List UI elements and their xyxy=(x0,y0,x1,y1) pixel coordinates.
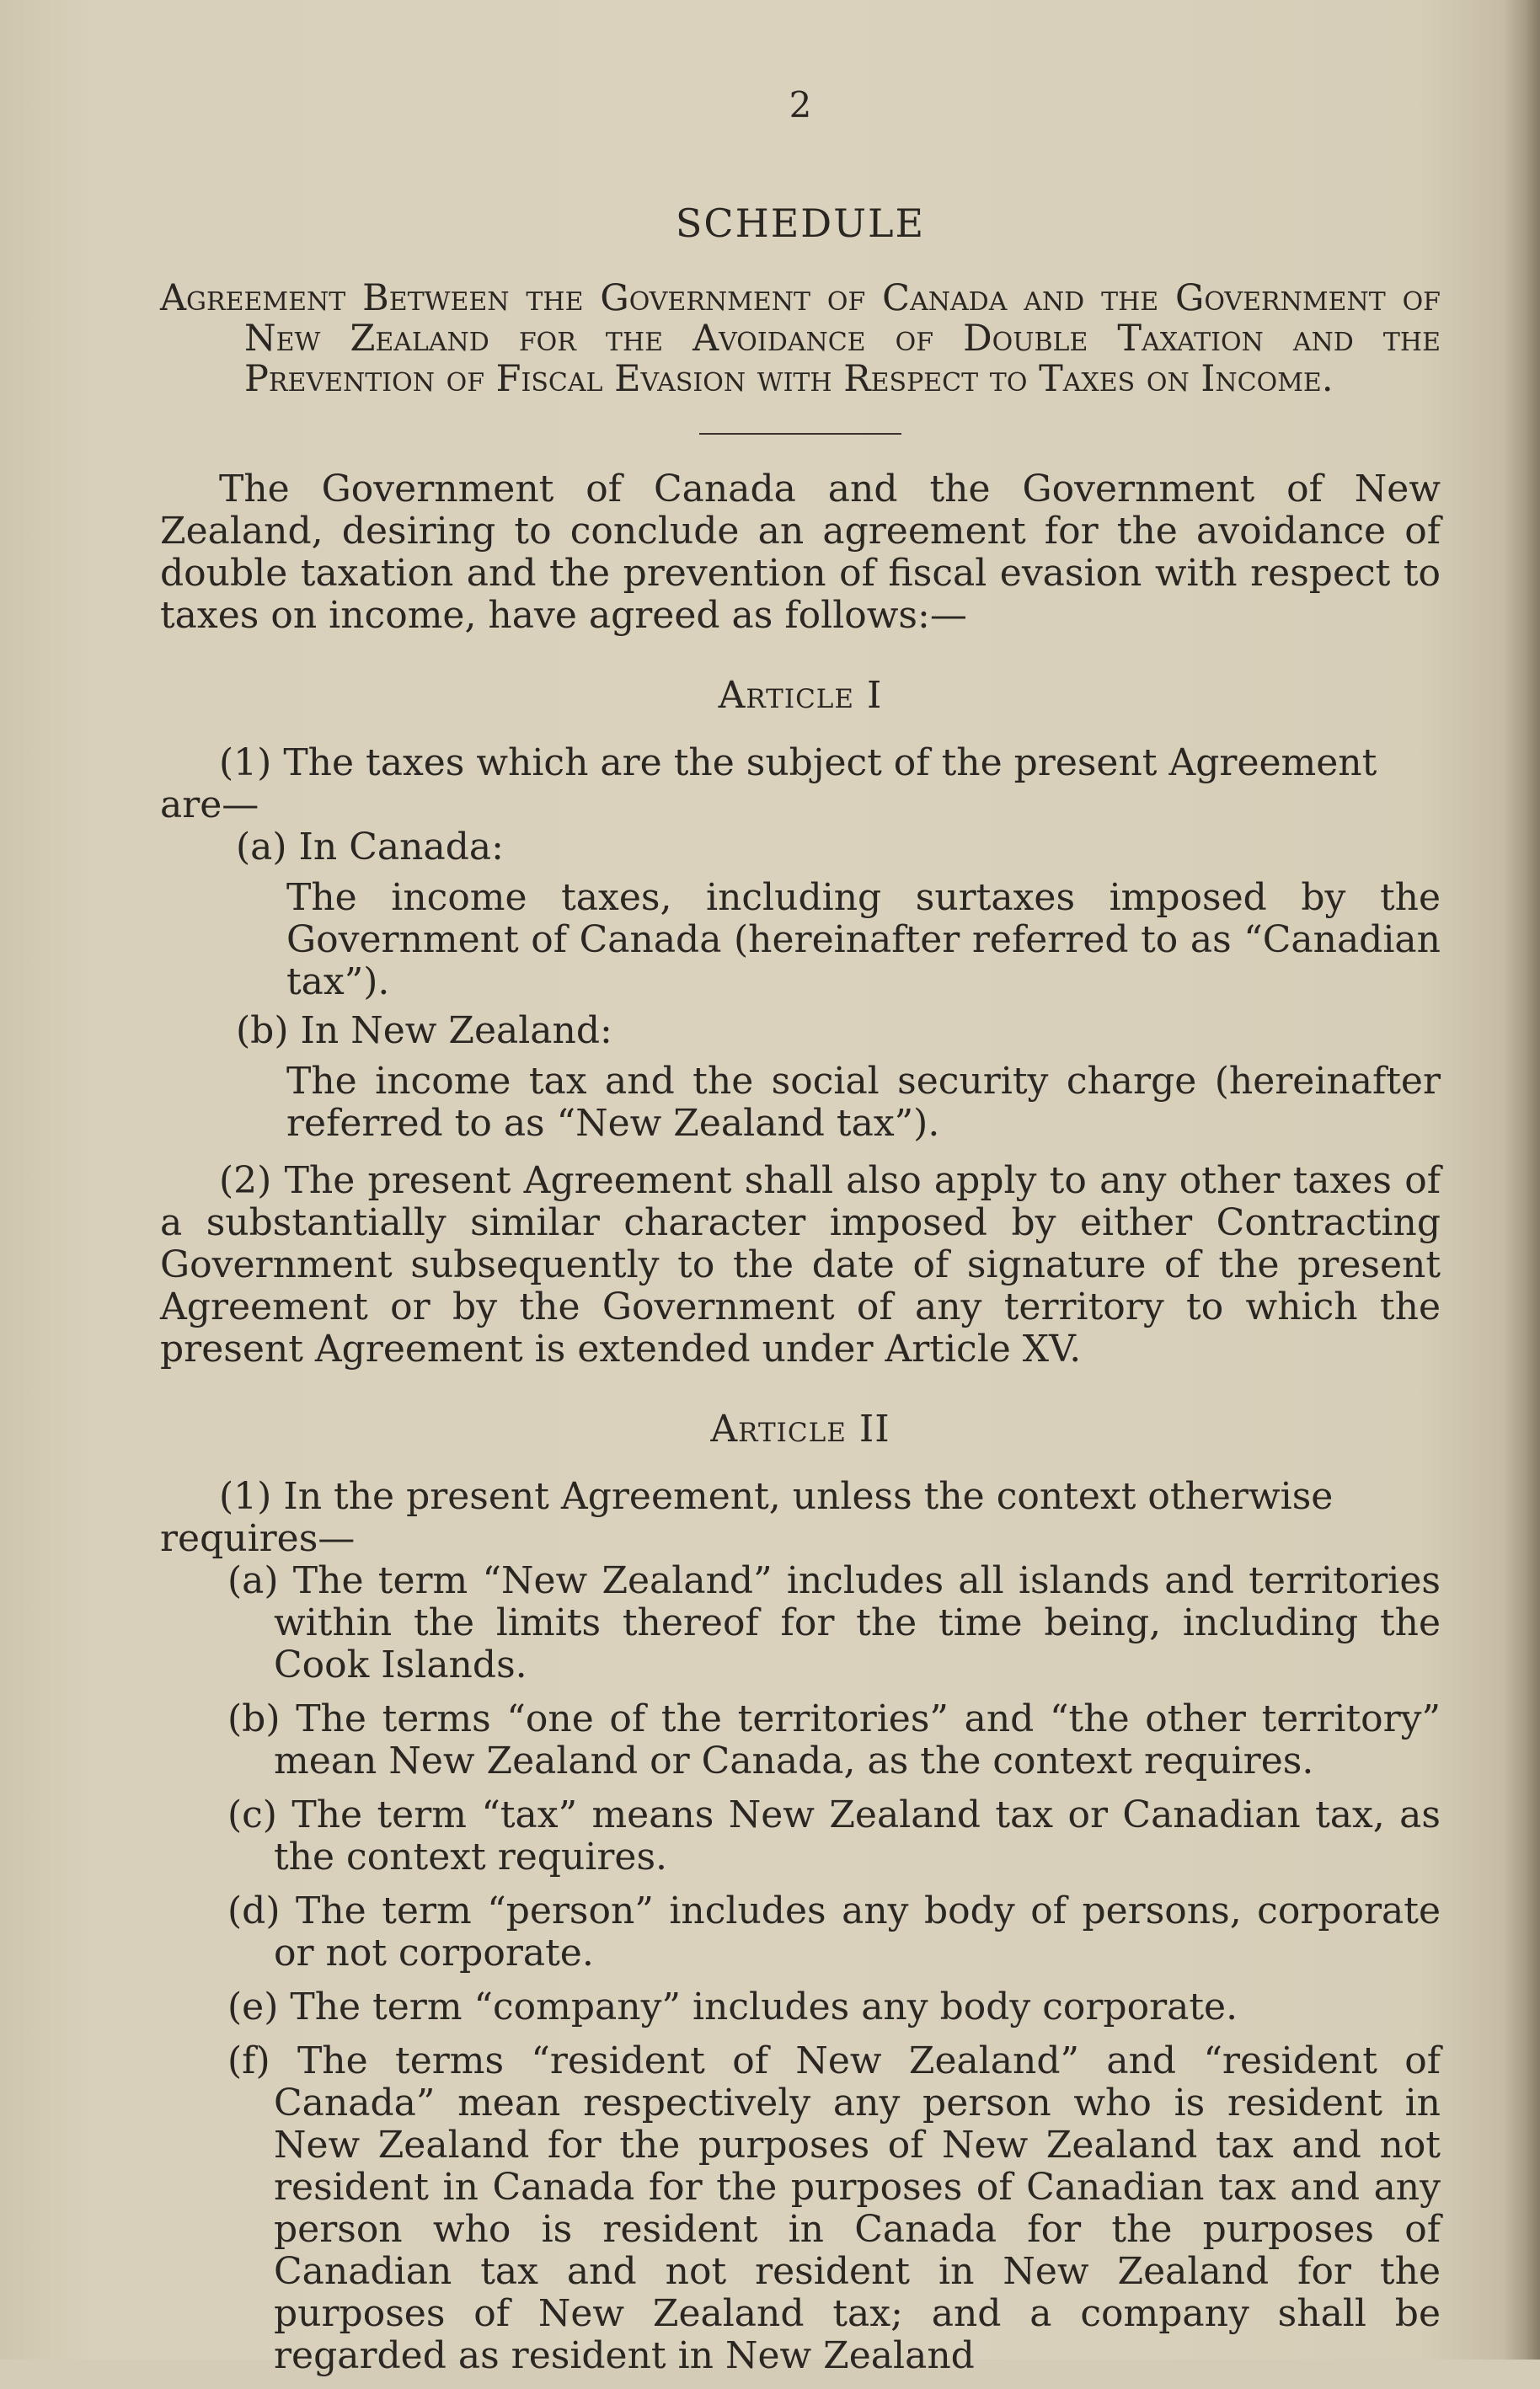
article-2-definition-e: (e) The term “company” includes any body corporate. xyxy=(227,1985,1238,2028)
preamble-paragraph: The Government of Canada and the Government of New Zealand, desiring to conclude an agreement for the avoidance of double taxation and the prevention of fiscal evasion with respect to taxes on income, have agreed as follows:— xyxy=(160,468,1441,637)
schedule-heading: SCHEDULE xyxy=(675,200,926,246)
article-1-sub-b-label: (b) In New Zealand: xyxy=(236,1009,612,1052)
page-number: 2 xyxy=(789,84,812,126)
article-1-paragraph-1: (1) The taxes which are the subject of the present Agreement are— xyxy=(160,741,1377,826)
article-2-heading: Article II xyxy=(710,1408,890,1451)
article-1-heading: Article I xyxy=(718,674,883,717)
article-1-paragraph-2: (2) The present Agreement shall also apply to any other taxes of a substantially similar character imposed by either Contracting Government subsequently to the date of signature of the present Agreement or by the Government of any territory to which the present Agreement is extended under Article XV. xyxy=(160,1159,1441,1371)
title-divider xyxy=(699,433,901,435)
article-1-sub-b-text: The income tax and the social security charge (hereinafter referred to as “New Zealand tax”). xyxy=(286,1060,1441,1145)
article-2-definition-a: (a) The term “New Zealand” includes all islands and territories within the limits thereof for the time being, including the Cook Islands. xyxy=(227,1559,1441,1686)
article-2-definition-b: (b) The terms “one of the territories” and “the other territory” mean New Zealand or Canada, as the context requires. xyxy=(227,1697,1441,1782)
article-2-definition-c: (c) The term “tax” means New Zealand tax or Canadian tax, as the context requires. xyxy=(227,1793,1441,1879)
page-edge-shadow xyxy=(1503,0,1540,2360)
article-1-sub-a-text: The income taxes, including surtaxes imposed by the Government of Canada (hereinafter referred to as “Canadian tax”). xyxy=(286,876,1441,1003)
article-2-definition-d: (d) The term “person” includes any body of persons, corporate or not corporate. xyxy=(227,1889,1441,1975)
article-2-paragraph-1: (1) In the present Agreement, unless the context otherwise requires— xyxy=(160,1475,1334,1560)
article-2-definition-f: (f) The terms “resident of New Zealand” and “resident of Canada” mean respectively any person who is resident in New Zealand for the purposes of New Zealand tax and not resident in Canada for the purposes of Canadian tax and any person who is resident in Canada for the purposes of Canadian tax and not resident in New Zealand for the purposes of New Zealand tax; and a company shall be regarded as resident in New Zealand xyxy=(227,2039,1441,2377)
agreement-title: Agreement Between the Government of Canada and the Government of New Zealand for the Avoidance of Double Taxation and the Prevention of Fiscal Evasion with Respect to Taxes on Income. xyxy=(160,277,1441,400)
page-content xyxy=(160,84,1441,2389)
article-1-sub-a-label: (a) In Canada: xyxy=(236,826,504,868)
